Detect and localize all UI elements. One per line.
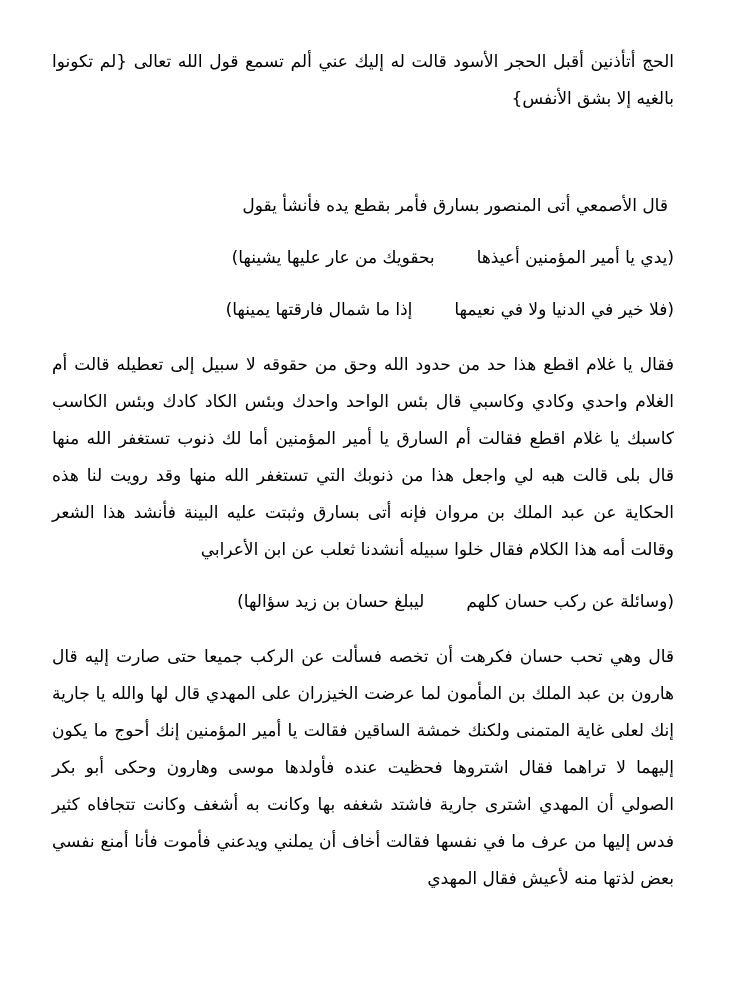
verse-line-1	[52, 243, 674, 273]
paragraph-khayzuran-story: قال وهي تحب حسان فكرهت أن تخصه فسألت عن الركب جميعا حتى صارت إليه قال هارون بن عبد الملك بن المأمون لما عرضت الخيزران على المهدي قال لها والله يا جارية إنك لعلى غاية المتمنى ولكنك خمشة الساقين فقالت يا أمير المؤمنين إنك أحوج ما يكون إليهما لا تراهما فقال اشتروها فحظيت عنده فأولدها موسى وهارون وحكى أبو بكر الصولي أن المهدي اشترى جارية فاشتد شغفه بها وكانت به أشغف وكانت تتجافاه كثير فدس إليها من عرف ما في نفسها فقالت أخاف أن يملني ويدعني فأموت فأنا أمنع نفسي بعض لذتها منه لأعيش فقال المهدي	[52, 647, 674, 889]
paragraph-hajj-story: الحج أتأذنين أقبل الحجر الأسود قالت له إليك عني ألم تسمع قول الله تعالى {لم تكونوا بالغيه إلا بشق الأنفس}	[52, 52, 674, 109]
document-page	[52, 44, 674, 898]
verse-2-second-hemistich: إذا ما شمال فارقتها يمينها)	[225, 300, 413, 320]
verse-3-second-hemistich: ليبلغ حسان بن زيد سؤالها)	[237, 592, 425, 612]
verse-3-first-hemistich: (وسائلة عن ركب حسان كلهم	[466, 592, 674, 612]
verse-2-first-hemistich: (فلا خير في الدنيا ولا في نعيمها	[454, 300, 674, 320]
verse-1-first-hemistich: (يدي يا أمير المؤمنين أعيذها	[476, 248, 674, 268]
verse-line-3	[52, 587, 674, 617]
paragraph-thief-story: فقال يا غلام اقطع هذا حد من حدود الله وحق من حقوقه لا سبيل إلى تعطيله قالت أم الغلام واحدي وكادي وكاسبي قال بئس الواحد واحدك وبئس الكاد كادك وبئس الكاسب كاسبك يا غلام اقطع فقالت أم السارق يا أمير المؤمنين أما لك ذنوب تستغفر الله منها قال بلى قالت هبه لي واجعل هذا من ذنوبك التي تستغفر الله منها وقد رويت لنا هذه الحكاية عن عبد الملك بن مروان فإنه أتى بسارق وثبتت عليه البينة فأنشد هذا الشعر وقالت أمه هذا الكلام فقال خلوا سبيله أنشدنا ثعلب عن ابن الأعرابي	[52, 355, 674, 560]
paragraph-asmai-intro: قال الأصمعي أتى المنصور بسارق فأمر بقطع يده فأنشأ يقول	[242, 196, 668, 216]
verse-1-second-hemistich: بحقويك من عار عليها يشينها)	[231, 248, 435, 268]
verse-line-2	[52, 295, 674, 325]
